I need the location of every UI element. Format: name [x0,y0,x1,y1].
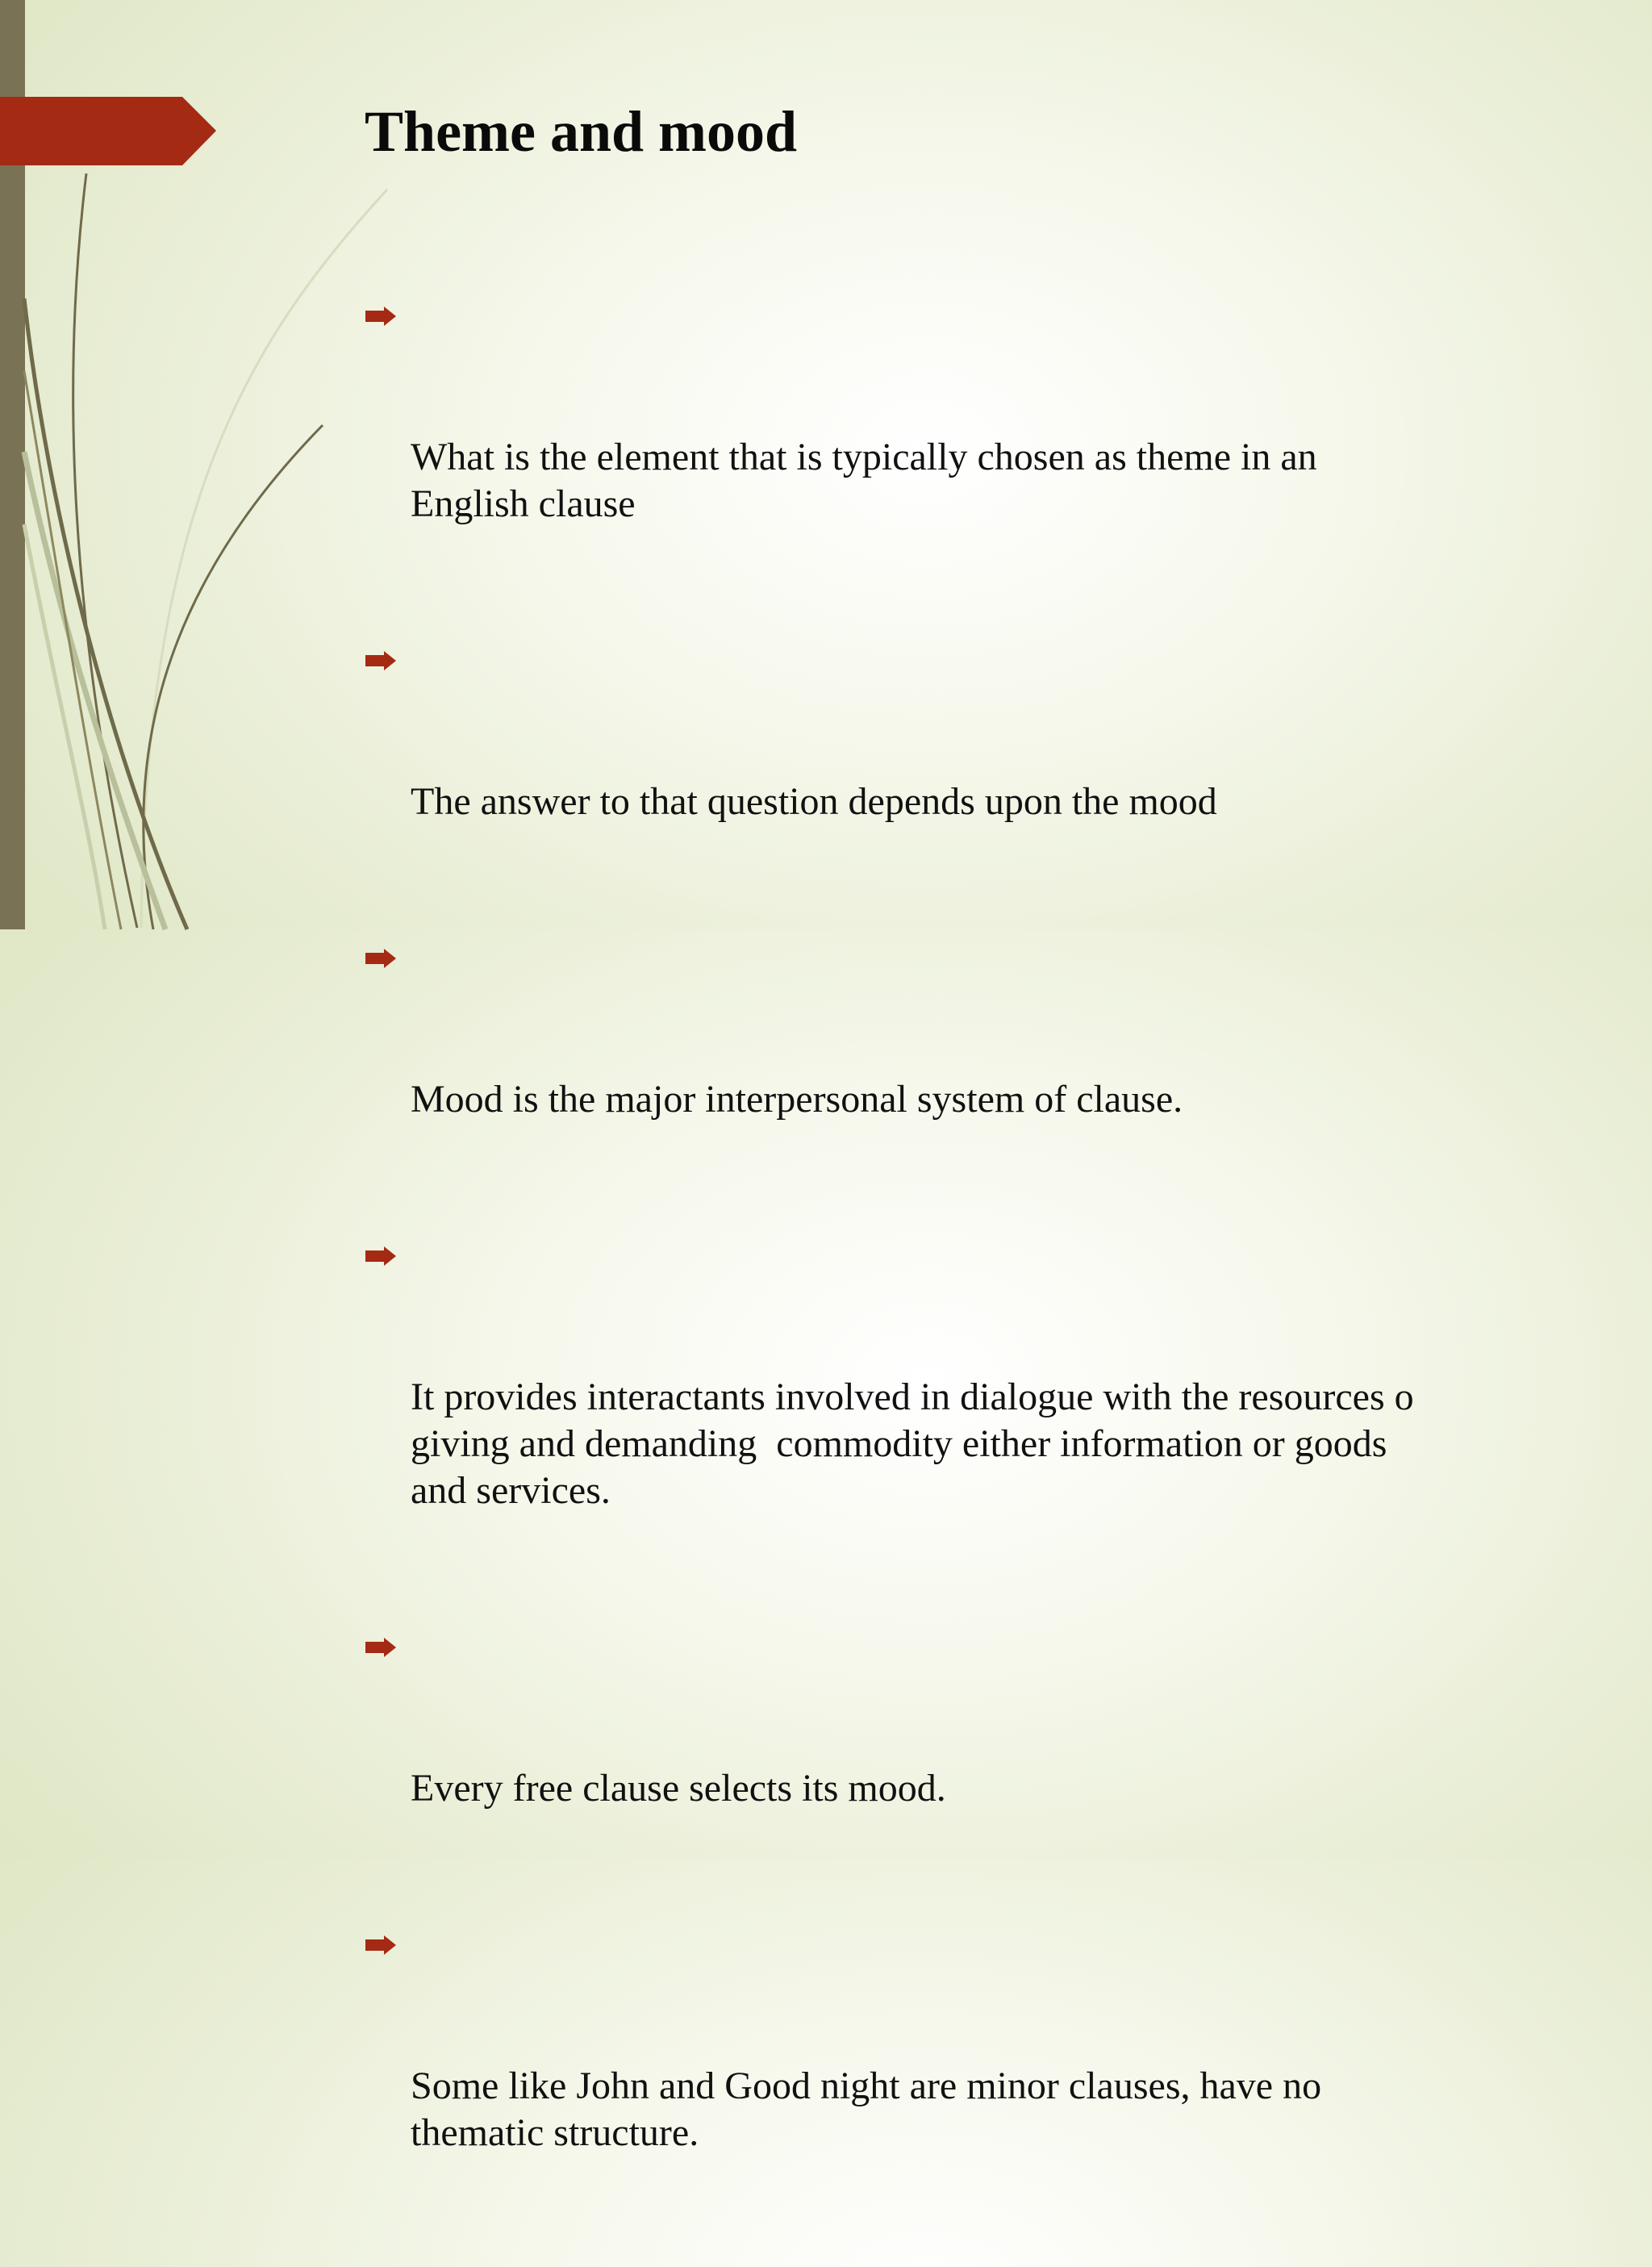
bullet-text [411,2063,1596,2156]
bullet-text [411,1374,1596,1514]
arrow-bullet-icon [365,1246,396,1266]
slide-title: Theme and mood [365,99,798,164]
bullet-line: Every free clause selects its mood. [411,1767,946,1810]
bullet-text [411,434,1596,528]
bullet-line: Mood is the major interpersonal system of clause. [411,1078,1183,1121]
bullet-line: and services. [411,1469,611,1512]
bullet-item [365,638,1623,919]
bullet-text [411,1765,1596,1812]
bullet-text [411,779,1596,825]
bullet-line: giving and demanding commodity either information or goods [411,1422,1387,1465]
arrow-bullet-icon [365,1935,396,1955]
bullet-item [365,1923,1623,2250]
arrow-bullet-icon [365,307,396,326]
arrow-bullet-icon [365,1638,396,1657]
bullet-item [365,294,1623,621]
bullet-item [365,1234,1623,1608]
bullet-line: It provides interactants involved in dialogue with the resources o [411,1376,1414,1418]
arrow-bullet-icon [365,651,396,670]
bullet-text [411,1076,1596,1123]
bullet-line: Some like John and Good night are minor clauses, have no [411,2065,1322,2107]
arrow-tab-icon [0,97,216,165]
arrow-bullet-icon [365,949,396,968]
bullet-line: English clause [411,482,636,525]
bullet-list [365,294,1623,2267]
bullet-item [365,936,1623,1217]
bullet-line: thematic structure. [411,2111,699,2154]
bullet-item [365,1625,1623,1906]
bullet-line: The answer to that question depends upon the mood [411,780,1217,823]
bullet-line: What is the element that is typically chosen as theme in an [411,436,1317,478]
